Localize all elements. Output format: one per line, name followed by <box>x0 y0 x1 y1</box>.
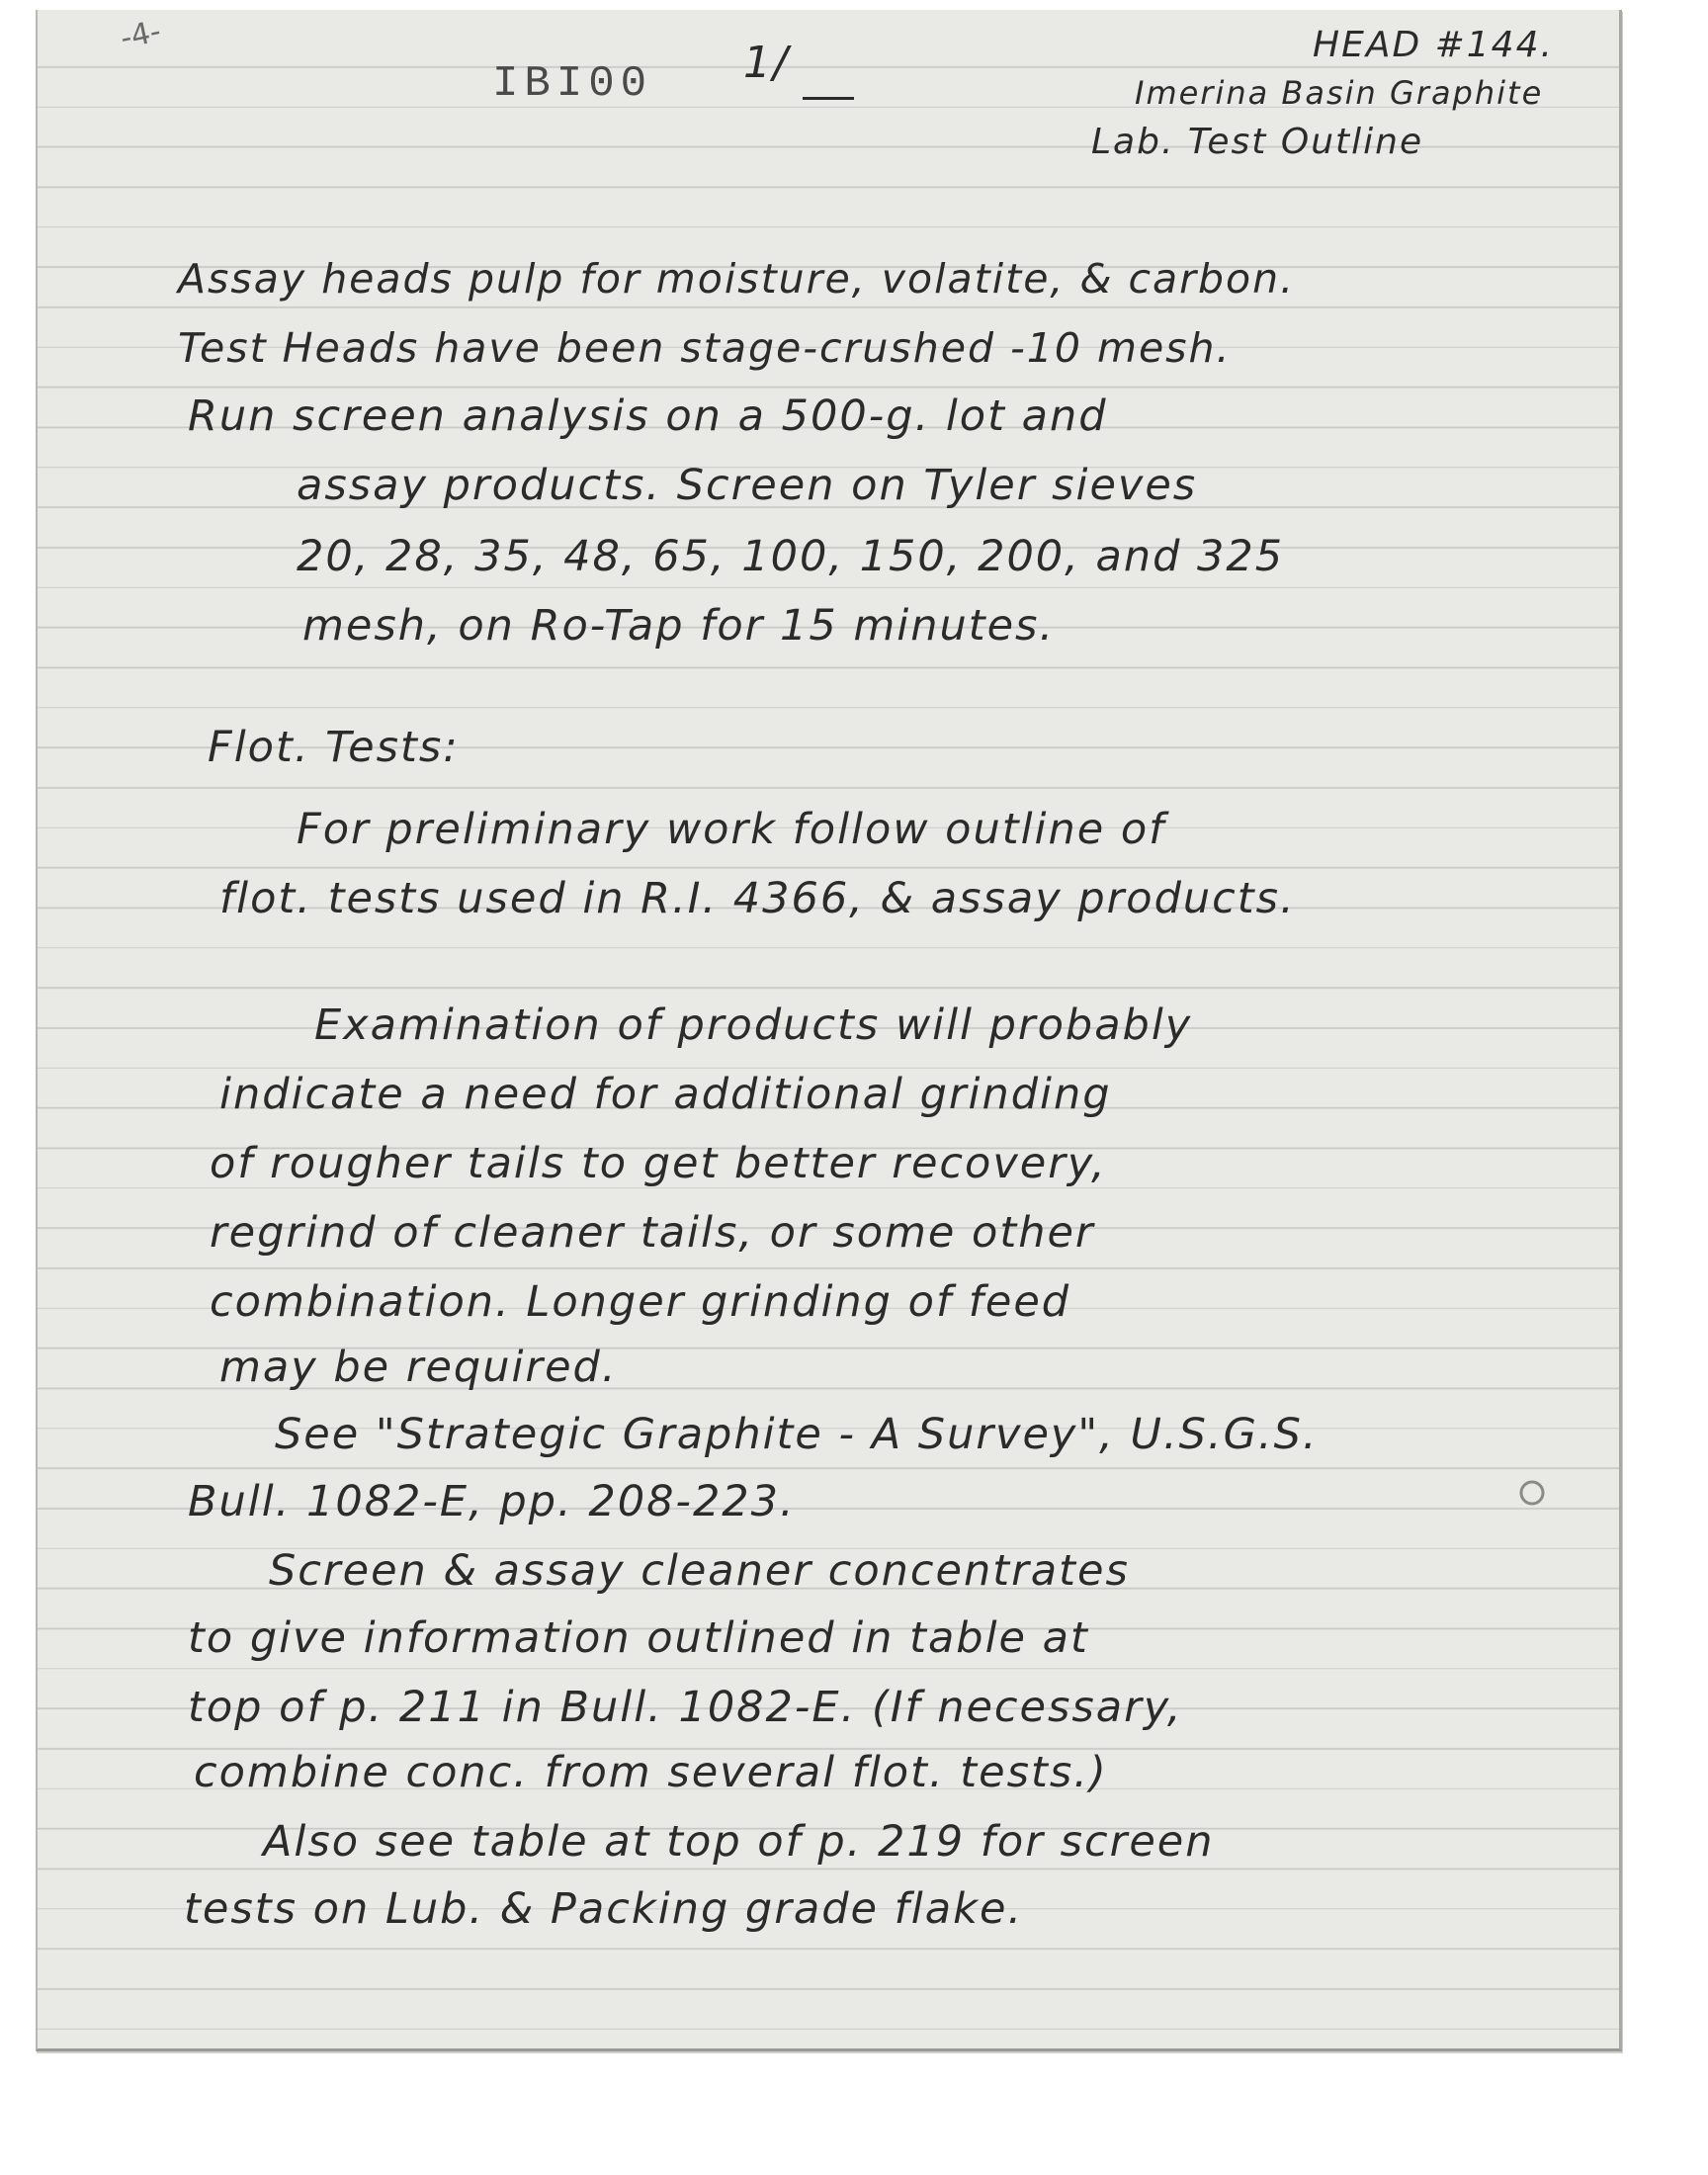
survey-line-1: See "Strategic Graphite - A Survey", U.S.G.S. <box>275 1410 1319 1459</box>
screen-line-1: Screen & assay cleaner concentrates <box>269 1546 1130 1596</box>
head-label: HEAD #144. <box>1313 25 1554 65</box>
hole-punch-mark <box>1512 1473 1552 1513</box>
exam-line-6: may be required. <box>219 1343 618 1392</box>
heads-line-1: Assay heads pulp for moisture, volatite, & carbon. <box>178 255 1296 303</box>
page-mark-underline <box>803 97 854 100</box>
heads-line-4: assay products. Screen on Tyler sieves <box>297 461 1198 510</box>
heads-line-6: mesh, on Ro-Tap for 15 minutes. <box>302 601 1056 651</box>
exam-line-4: regrind of cleaner tails, or some other <box>210 1208 1095 1258</box>
also-line-2: tests on Lub. & Packing grade flake. <box>184 1884 1024 1934</box>
flot-line-1: For preliminary work follow outline of <box>297 805 1166 854</box>
stamp-number: IBI00 <box>492 59 653 109</box>
page-mark: 1/ <box>743 38 790 88</box>
screen-line-3: top of p. 211 in Bull. 1082-E. (If necessary, <box>188 1683 1183 1732</box>
flot-heading: Flot. Tests: <box>208 723 460 772</box>
document-subtitle: Lab. Test Outline <box>1091 122 1424 162</box>
exam-line-2: indicate a need for additional grinding <box>219 1070 1112 1119</box>
exam-line-3: of rougher tails to get better recovery, <box>210 1139 1107 1188</box>
corner-mark: -4- <box>117 14 164 56</box>
flot-line-2: flot. tests used in R.I. 4366, & assay products. <box>219 874 1296 923</box>
heads-line-2: Test Heads have been stage-crushed -10 mesh. <box>178 324 1232 372</box>
survey-line-2: Bull. 1082-E, pp. 208-223. <box>188 1477 796 1526</box>
also-line-1: Also see table at top of p. 219 for screen <box>263 1817 1215 1867</box>
screen-line-2: to give information outlined in table at <box>188 1613 1089 1663</box>
exam-line-5: combination. Longer grinding of feed <box>210 1277 1071 1327</box>
heads-line-5: 20, 28, 35, 48, 65, 100, 150, 200, and 325 <box>297 532 1285 581</box>
screen-line-4: combine conc. from several flot. tests.) <box>194 1748 1108 1797</box>
document-title: Imerina Basin Graphite <box>1135 74 1544 112</box>
heads-line-3: Run screen analysis on a 500-g. lot and <box>188 392 1108 441</box>
exam-line-1: Examination of products will probably <box>314 1000 1193 1050</box>
